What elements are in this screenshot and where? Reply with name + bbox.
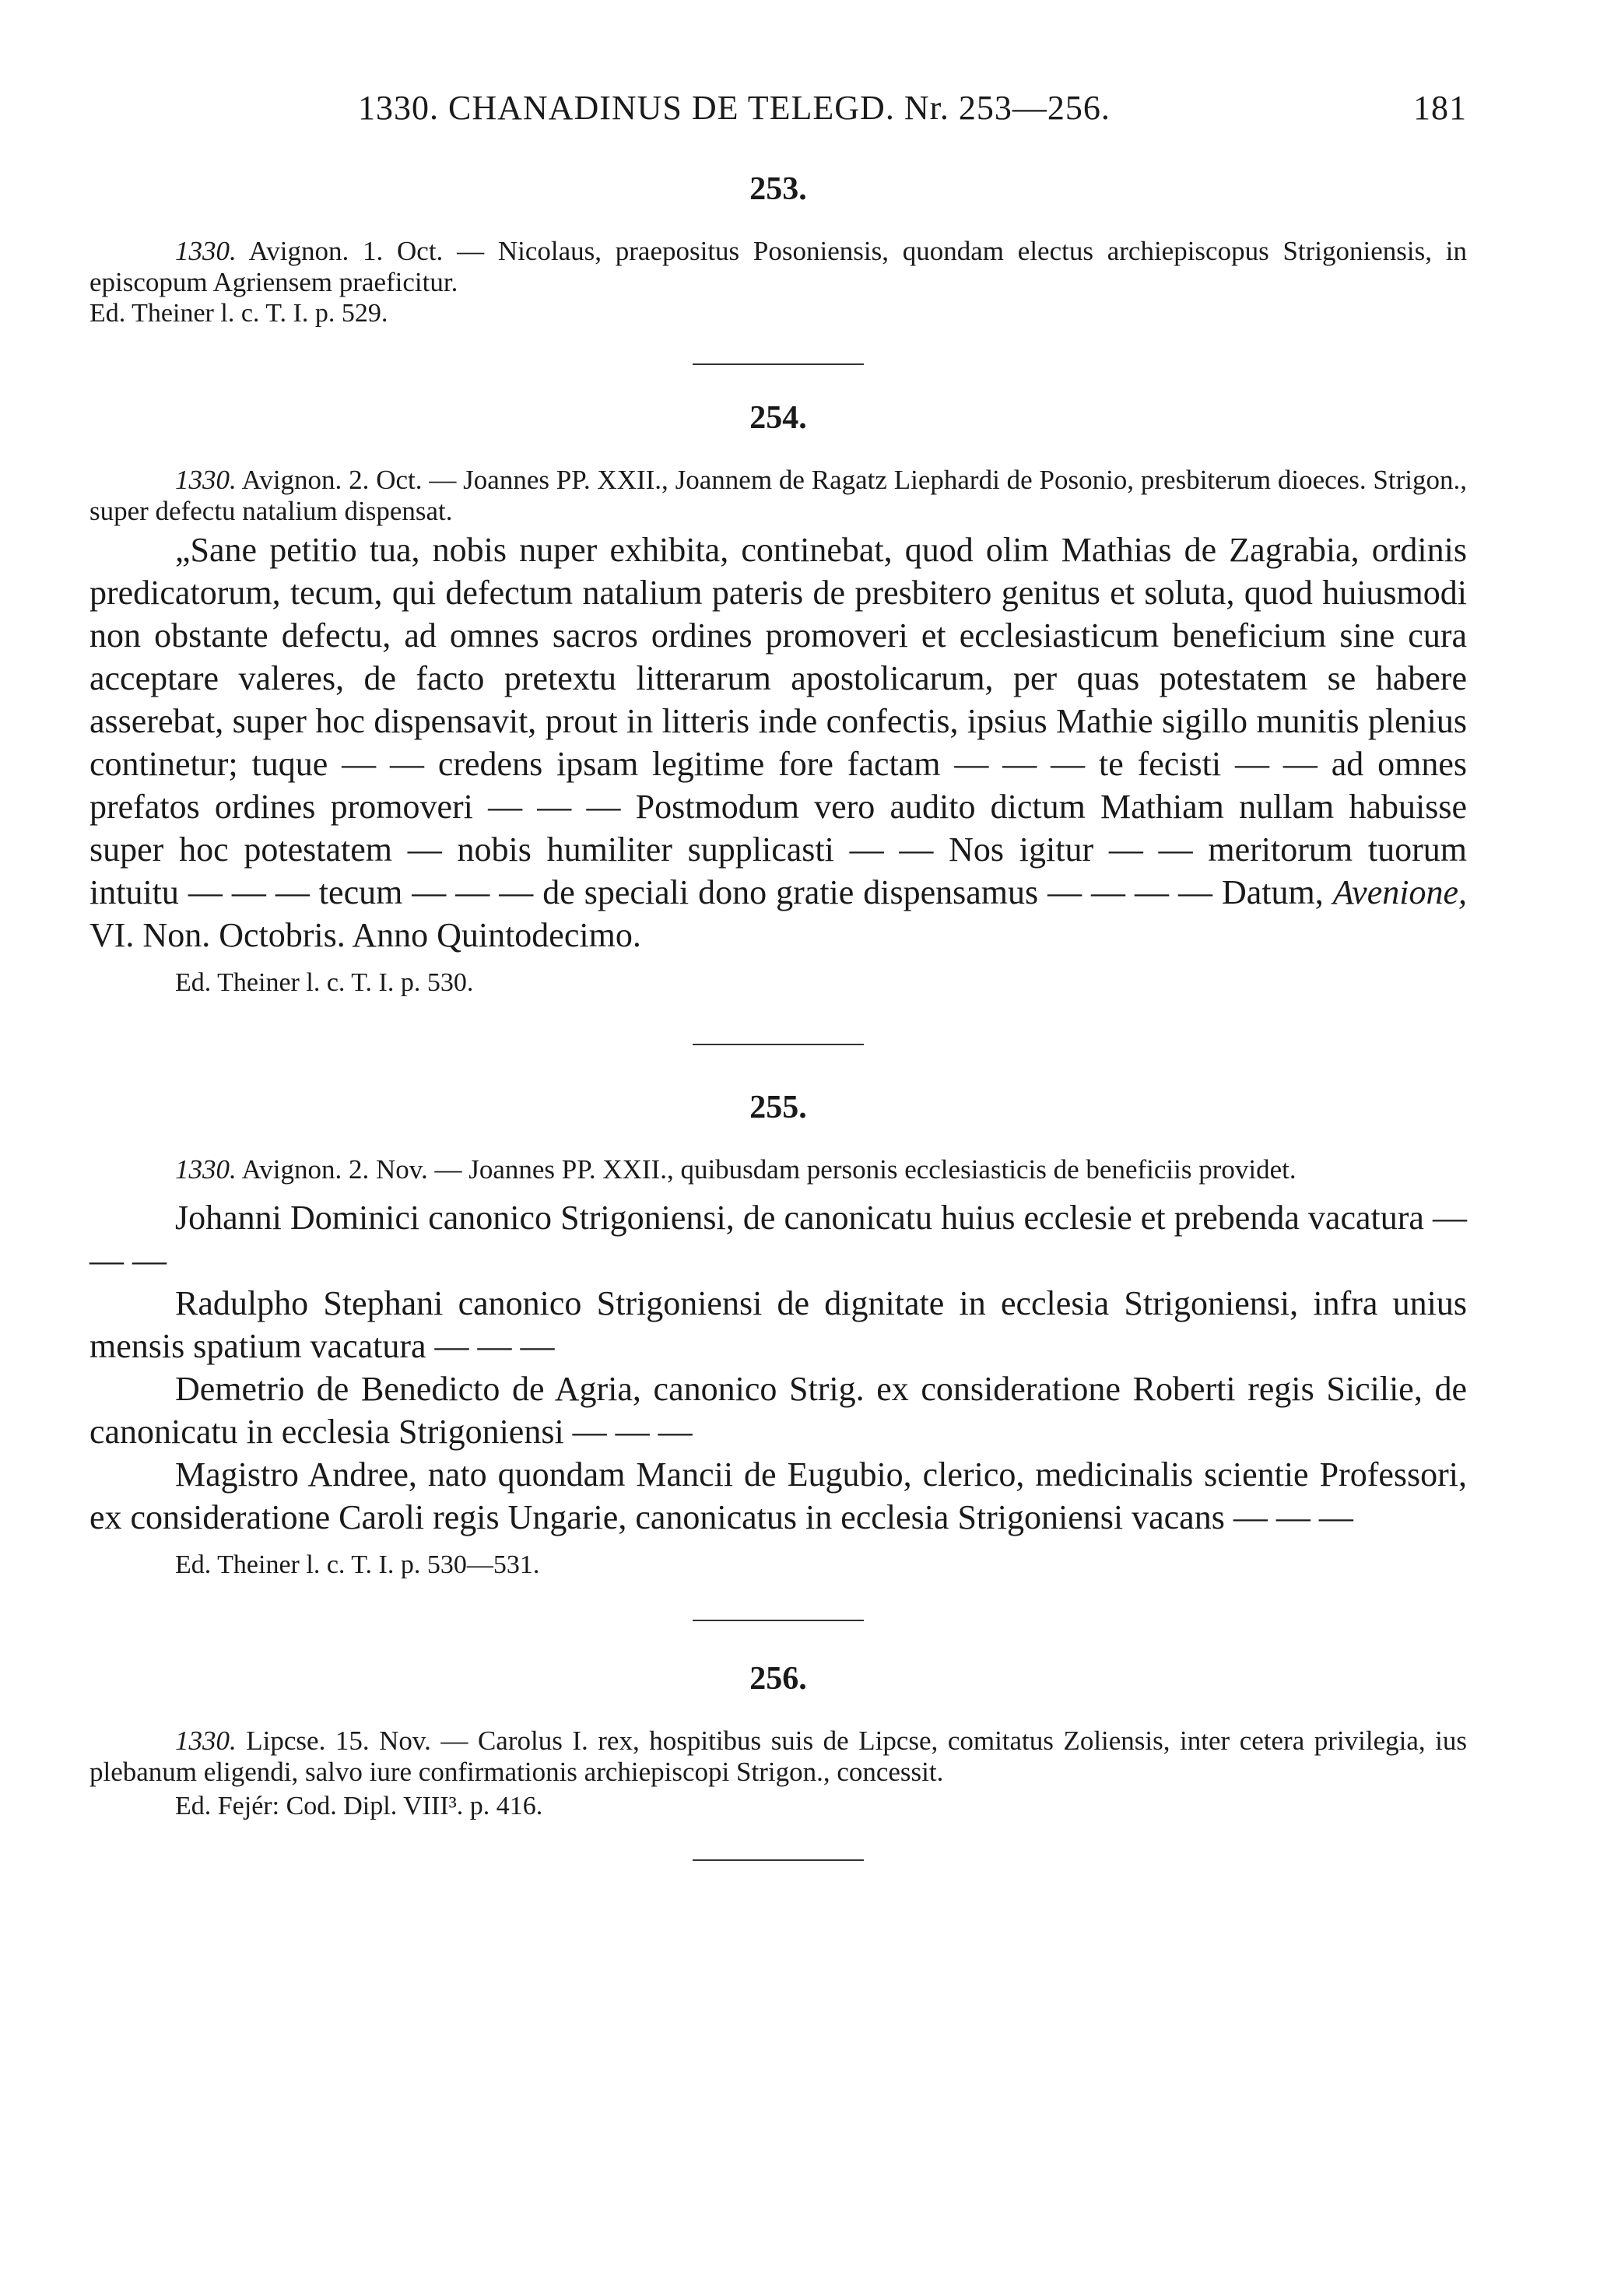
regest-text: Avignon. 2. Nov. — Joannes PP. XXII., quibusdam personis ecclesiasticis de beneficiis providet.: [236, 1154, 1296, 1185]
entry-number: 256.: [749, 1661, 807, 1697]
regest-text: Avignon. 1. Oct. — Nicolaus, praepositus Posoniensis, quondam electus archiepiscopus Strigoniensis, in episcopum Agriensem praeficitur.: [89, 236, 1467, 297]
section-divider: [693, 363, 864, 365]
running-header: [89, 82, 1467, 144]
entry-number: 255.: [749, 1090, 807, 1125]
entry-number: 253.: [749, 171, 807, 207]
entry-year: 1330.: [175, 236, 237, 266]
edition-reference: Ed. Theiner l. c. T. I. p. 529.: [89, 299, 388, 328]
entry-254: [89, 399, 1467, 1045]
edition-reference: Ed. Theiner l. c. T. I. p. 530.: [175, 968, 474, 997]
edition-reference: Ed. Fejér: Cod. Dipl. VIII³. p. 416.: [175, 1792, 543, 1820]
running-title: 1330. CHANADINUS DE TELEGD. Nr. 253—256.: [358, 89, 1111, 127]
entry-year: 1330.: [175, 465, 237, 495]
provision-paragraph: Johanni Dominici canonico Strigoniensi, de canonicatu huius ecclesie et prebenda vacatura — — —: [89, 1199, 1467, 1280]
entry-regest: [89, 236, 1467, 298]
section-divider: [693, 1044, 864, 1045]
entry-253: [89, 170, 1467, 365]
regest-text: Avignon. 2. Oct. — Joannes PP. XXII., Joannem de Ragatz Liephardi de Posonio, presbiterum dioeces. Strigon., super defectu natalium dispensat.: [89, 465, 1467, 526]
section-divider: [693, 1620, 864, 1621]
page-number: 181: [1413, 89, 1467, 127]
entry-regest: [89, 1726, 1467, 1788]
entry-year: 1330.: [175, 1726, 237, 1756]
entry-regest: [89, 465, 1467, 527]
document-text-main: „Sane petitio tua, nobis nuper exhibita, continebat, quod olim Mathias de Zagrabia, ordinis predicatorum, tecum, qui defectum natalium pateris de presbitero genitus et soluta, quod huiusmodi non obstante defectu, ad omnes sacros ordines promoveri et ecclesiasticum beneficium sine cura acceptare valeres, de facto pretextu litterarum apostolicarum, per quas potestatem se habere asserebat, super hoc dispensavit, prout in litteris inde confectis, ipsius Mathie sigillo munitis plenius continetur; tuque — — credens ipsam legitime fore factam — — — te fecisti — — ad omnes prefatos ordines promoveri — — — Postmodum vero audito dictum Mathiam nullam habuisse super hoc potestatem — nobis humiliter supplicasti — — Nos igitur — — meritorum tuorum intuitu — — — tecum — — — de speciali dono gratie dispensamus — — — — Datum,: [89, 531, 1467, 911]
entry-255: [89, 1089, 1467, 1621]
document-text: [89, 528, 1467, 957]
entry-year: 1330.: [175, 1154, 237, 1185]
document-text-date: VI. Non. Octobris. Anno Quintodecimo.: [89, 916, 641, 954]
section-divider: [693, 1859, 864, 1861]
regest-text: Lipcse. 15. Nov. — Carolus I. rex, hospitibus suis de Lipcse, comitatus Zoliensis, inter cetera privilegia, ius plebanum eligendi, salvo iure confirmationis archiepiscopi Strigon., concessit.: [89, 1726, 1467, 1787]
entry-regest: [89, 1154, 1467, 1185]
entry-number: 254.: [749, 400, 807, 436]
entry-256: [89, 1660, 1467, 1861]
provision-paragraph: Demetrio de Benedicto de Agria, canonico Strig. ex consideratione Roberti regis Sicilie, de canonicatu in ecclesia Strigoniensi — — —: [89, 1370, 1467, 1451]
provision-paragraph: Radulpho Stephani canonico Strigoniensi de dignitate in ecclesia Strigoniensi, infra unius mensis spatium vacatura — — —: [89, 1284, 1467, 1365]
edition-reference: Ed. Theiner l. c. T. I. p. 530—531.: [175, 1550, 540, 1579]
provision-paragraph: Magistro Andree, nato quondam Mancii de Eugubio, clerico, medicinalis scientie Professori, ex consideratione Caroli regis Ungarie, canonicatus in ecclesia Strigoniensi vacans — — —: [89, 1455, 1467, 1536]
document-text-place: Avenione,: [1332, 873, 1467, 911]
document-page: [89, 82, 1467, 1861]
